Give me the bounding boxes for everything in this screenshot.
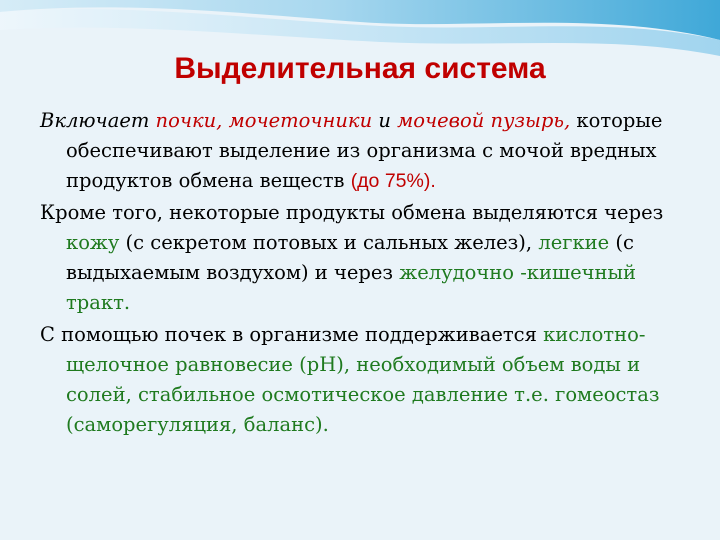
text-segment: почки, мочеточники	[155, 109, 373, 132]
text-segment: (с секретом потовых и сальных желез),	[119, 231, 539, 254]
body-paragraph	[40, 198, 700, 318]
text-segment: легкие	[538, 231, 610, 254]
text-segment: (с выдыхаемым воздухом) и через	[66, 231, 634, 284]
text-segment: и	[372, 109, 398, 132]
text-segment: мочевой пузырь,	[397, 109, 571, 132]
text-segment: (до 75%).	[350, 170, 436, 192]
text-segment: желудочно -кишечный тракт.	[66, 261, 637, 314]
text-segment: С помощью почек в организме поддерживается	[40, 323, 544, 346]
text-segment: Кроме того, некоторые продукты обмена выделяются через	[40, 201, 664, 224]
text-segment: которые обеспечивают выделение из организма с мочой вредных продуктов обмена веществ	[66, 109, 663, 192]
slide-body	[40, 106, 700, 442]
text-segment: Включает	[40, 109, 156, 132]
body-paragraph	[40, 320, 700, 440]
text-segment: кожу	[66, 231, 120, 254]
slide-title: Выделительная система	[174, 52, 546, 85]
text-segment: кислотно-щелочное равновесие (рН), необходимый объем воды и солей, стабильное осмотическое давление т.е. гомеостаз (саморегуляция, баланс).	[66, 323, 660, 436]
body-paragraph	[40, 106, 700, 196]
